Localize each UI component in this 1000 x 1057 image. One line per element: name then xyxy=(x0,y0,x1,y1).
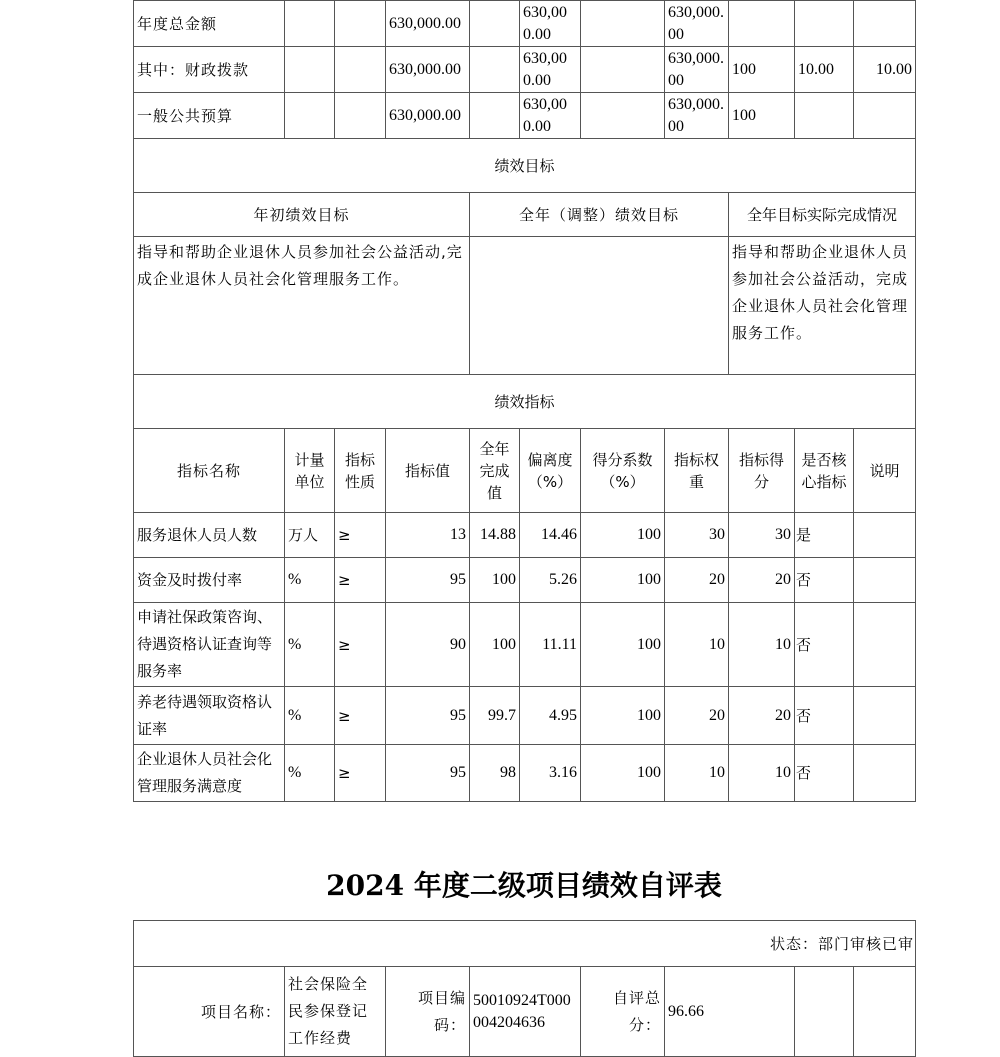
indicator-row xyxy=(134,687,916,745)
indicator-score: 20 xyxy=(729,687,795,745)
header-indicator-name: 指标名称 xyxy=(134,429,285,513)
indicator-name: 企业退休人员社会化管理服务满意度 xyxy=(134,745,285,802)
goals-header-row xyxy=(134,193,916,237)
indicator-coefficient: 100 xyxy=(581,513,665,558)
indicator-coefficient: 100 xyxy=(581,603,665,687)
budget-weight xyxy=(795,93,854,139)
indicator-core: 否 xyxy=(795,558,854,603)
executed-amount: 630,000.00 xyxy=(665,1,729,47)
budget-cell xyxy=(335,93,386,139)
indicator-deviation: 5.26 xyxy=(520,558,581,603)
goals-section-title: 绩效目标 xyxy=(134,139,916,193)
initial-budget: 630,000.00 xyxy=(386,1,470,47)
budget-cell xyxy=(285,93,335,139)
indicator-weight: 30 xyxy=(665,513,729,558)
budget-cell xyxy=(285,1,335,47)
indicator-core: 否 xyxy=(795,603,854,687)
indicator-actual: 100 xyxy=(470,603,520,687)
indicator-target: 95 xyxy=(386,687,470,745)
indicator-coefficient: 100 xyxy=(581,558,665,603)
budget-cell xyxy=(285,47,335,93)
header-target: 指标值 xyxy=(386,429,470,513)
indicator-deviation: 3.16 xyxy=(520,745,581,802)
indicator-actual: 99.7 xyxy=(470,687,520,745)
header-unit: 计量单位 xyxy=(285,429,335,513)
budget-score xyxy=(854,1,916,47)
budget-label: 年度总金额 xyxy=(134,1,285,47)
indicator-target: 13 xyxy=(386,513,470,558)
budget-score: 10.00 xyxy=(854,47,916,93)
performance-table xyxy=(133,0,916,802)
budget-score xyxy=(854,93,916,139)
indicator-row xyxy=(134,513,916,558)
indicator-core: 是 xyxy=(795,513,854,558)
indicator-name: 申请社保政策咨询、待遇资格认证查询等服务率 xyxy=(134,603,285,687)
project-name-label: 项目名称： xyxy=(134,967,285,1057)
indicator-target: 90 xyxy=(386,603,470,687)
project-info-row xyxy=(134,967,916,1057)
indicator-nature: ≥ xyxy=(335,745,386,802)
budget-cell xyxy=(470,93,520,139)
indicator-unit: % xyxy=(285,687,335,745)
indicator-coefficient: 100 xyxy=(581,687,665,745)
indicator-core: 否 xyxy=(795,687,854,745)
execution-rate xyxy=(729,1,795,47)
initial-budget: 630,000.00 xyxy=(386,47,470,93)
indicator-nature: ≥ xyxy=(335,687,386,745)
budget-row-total xyxy=(134,1,916,47)
indicator-unit: % xyxy=(285,603,335,687)
empty-cell xyxy=(854,967,916,1057)
budget-cell xyxy=(581,1,665,47)
budget-cell xyxy=(335,47,386,93)
total-score-label: 自评总分： xyxy=(581,967,665,1057)
indicator-core: 否 xyxy=(795,745,854,802)
indicator-unit: 万人 xyxy=(285,513,335,558)
indicator-score: 10 xyxy=(729,745,795,802)
header-weight: 指标权重 xyxy=(665,429,729,513)
indicator-score: 20 xyxy=(729,558,795,603)
indicator-note xyxy=(854,745,916,802)
indicator-note xyxy=(854,558,916,603)
indicator-weight: 10 xyxy=(665,745,729,802)
indicators-section-title: 绩效指标 xyxy=(134,375,916,429)
indicator-note xyxy=(854,603,916,687)
indicator-row xyxy=(134,745,916,802)
initial-goal-header: 年初绩效目标 xyxy=(134,193,470,237)
budget-weight: 10.00 xyxy=(795,47,854,93)
header-coefficient: 得分系数（%） xyxy=(581,429,665,513)
budget-cell xyxy=(581,47,665,93)
indicator-deviation: 4.95 xyxy=(520,687,581,745)
indicator-actual: 98 xyxy=(470,745,520,802)
adjusted-budget: 630,000.00 xyxy=(520,93,581,139)
indicator-weight: 20 xyxy=(665,687,729,745)
indicator-weight: 10 xyxy=(665,603,729,687)
indicator-nature: ≥ xyxy=(335,513,386,558)
empty-cell xyxy=(795,967,854,1057)
header-deviation: 偏离度（%） xyxy=(520,429,581,513)
indicator-coefficient: 100 xyxy=(581,745,665,802)
header-note: 说明 xyxy=(854,429,916,513)
indicator-deviation: 14.46 xyxy=(520,513,581,558)
status-row xyxy=(134,921,916,967)
indicator-actual: 14.88 xyxy=(470,513,520,558)
indicator-name: 资金及时拨付率 xyxy=(134,558,285,603)
header-nature: 指标性质 xyxy=(335,429,386,513)
budget-cell xyxy=(470,47,520,93)
initial-budget: 630,000.00 xyxy=(386,93,470,139)
total-score: 96.66 xyxy=(665,967,795,1057)
actual-goal-header: 全年目标实际完成情况 xyxy=(729,193,916,237)
header-actual: 全年完成值 xyxy=(470,429,520,513)
adjusted-budget: 630,000.00 xyxy=(520,1,581,47)
budget-label: 一般公共预算 xyxy=(134,93,285,139)
goals-content-row xyxy=(134,237,916,375)
indicator-weight: 20 xyxy=(665,558,729,603)
execution-rate: 100 xyxy=(729,47,795,93)
project-name: 社会保险全民参保登记工作经费 xyxy=(285,967,386,1057)
indicator-name: 服务退休人员人数 xyxy=(134,513,285,558)
status-text: 状态：部门审核已审 xyxy=(134,921,916,967)
execution-rate: 100 xyxy=(729,93,795,139)
executed-amount: 630,000.00 xyxy=(665,93,729,139)
project-code: 50010924T000004204636 xyxy=(470,967,581,1057)
form-title: 2024 年度二级项目绩效自评表 xyxy=(326,869,722,902)
adjusted-goal-header: 全年（调整）绩效目标 xyxy=(470,193,729,237)
budget-cell xyxy=(470,1,520,47)
budget-label: 其中：财政拨款 xyxy=(134,47,285,93)
indicator-row xyxy=(134,603,916,687)
indicator-note xyxy=(854,513,916,558)
adjusted-budget: 630,000.00 xyxy=(520,47,581,93)
budget-cell xyxy=(335,1,386,47)
indicator-unit: % xyxy=(285,745,335,802)
budget-row-fiscal xyxy=(134,47,916,93)
project-code-label: 项目编码： xyxy=(386,967,470,1057)
budget-row-general xyxy=(134,93,916,139)
budget-cell xyxy=(581,93,665,139)
actual-goal-text: 指导和帮助企业退休人员参加社会公益活动，完成企业退休人员社会化管理服务工作。 xyxy=(729,237,916,375)
executed-amount: 630,000.00 xyxy=(665,47,729,93)
indicator-score: 30 xyxy=(729,513,795,558)
indicator-nature: ≥ xyxy=(335,603,386,687)
indicator-deviation: 11.11 xyxy=(520,603,581,687)
indicator-note xyxy=(854,687,916,745)
indicator-row xyxy=(134,558,916,603)
budget-weight xyxy=(795,1,854,47)
indicator-nature: ≥ xyxy=(335,558,386,603)
indicator-target: 95 xyxy=(386,745,470,802)
indicators-section-row xyxy=(134,375,916,429)
goals-section-row xyxy=(134,139,916,193)
indicator-name: 养老待遇领取资格认证率 xyxy=(134,687,285,745)
indicator-actual: 100 xyxy=(470,558,520,603)
indicators-header-row xyxy=(134,429,916,513)
indicator-score: 10 xyxy=(729,603,795,687)
header-core: 是否核心指标 xyxy=(795,429,854,513)
header-score: 指标得分 xyxy=(729,429,795,513)
second-form-table xyxy=(133,920,916,1057)
indicator-target: 95 xyxy=(386,558,470,603)
indicator-unit: % xyxy=(285,558,335,603)
adjusted-goal-text xyxy=(470,237,729,375)
initial-goal-text: 指导和帮助企业退休人员参加社会公益活动,完成企业退休人员社会化管理服务工作。 xyxy=(134,237,470,375)
